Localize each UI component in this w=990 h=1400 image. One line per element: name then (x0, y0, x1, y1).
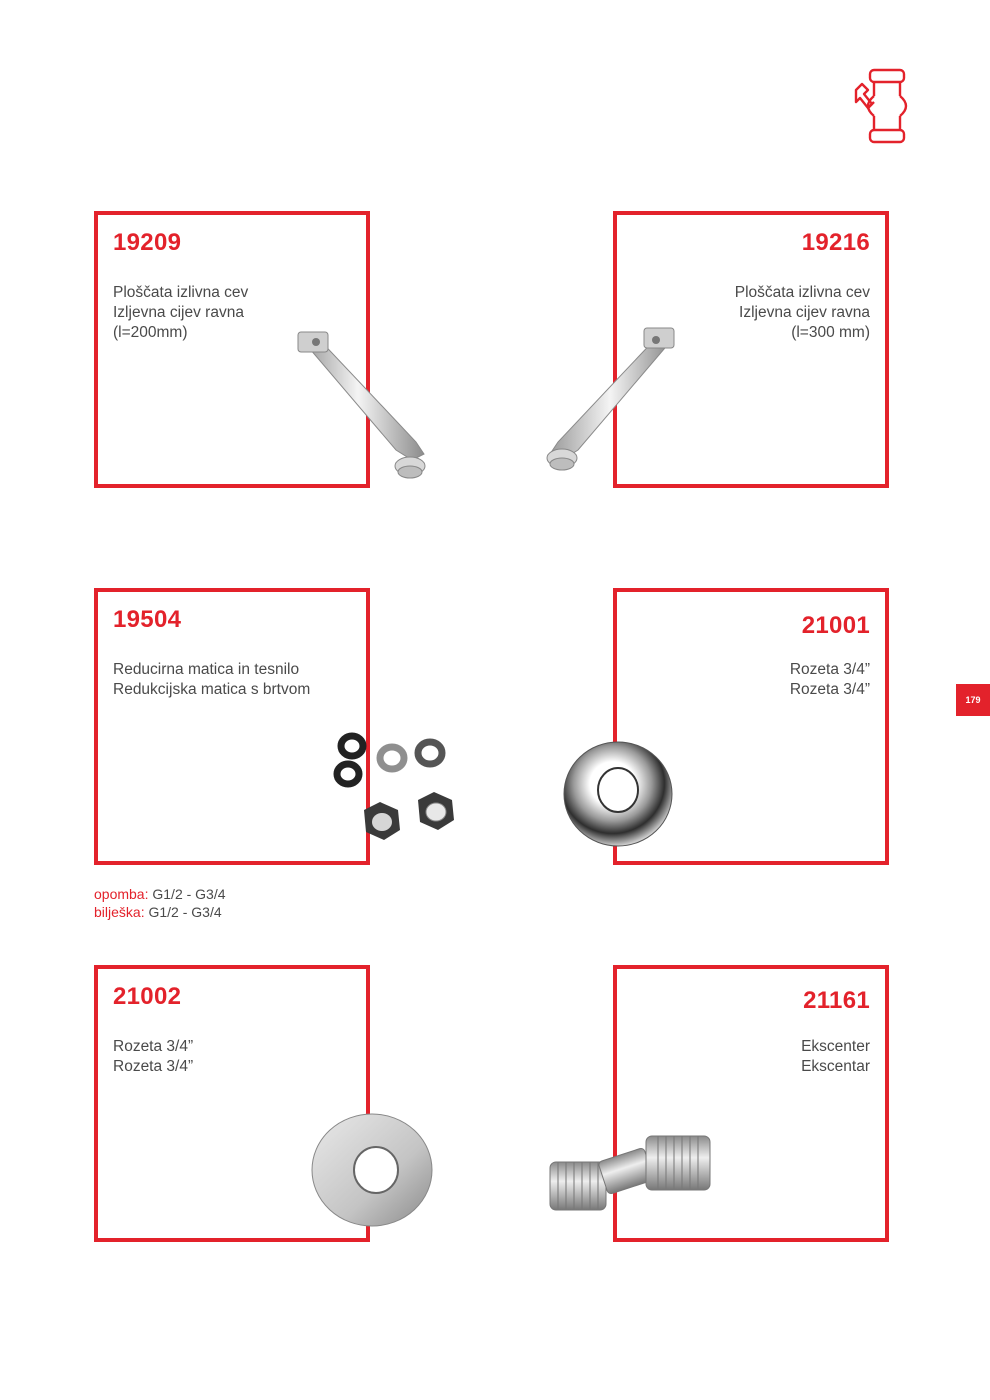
product-code: 19216 (801, 229, 870, 256)
description-line: Rozeta 3/4” (789, 681, 870, 698)
note-biljeska (94, 904, 222, 920)
reducing-nuts-image (330, 730, 470, 855)
description-line: Ploščata izlivna cev (734, 284, 870, 301)
product-code: 19504 (113, 606, 182, 633)
eccentric-fitting-image (546, 1126, 721, 1232)
spout-pipe-image (540, 322, 680, 482)
note-label: bilješka: (94, 904, 145, 920)
description-line: Izljevna cijev ravna (113, 304, 244, 321)
description-line: (l=200mm) (113, 324, 188, 341)
product-code: 21161 (803, 987, 870, 1014)
note-opomba (94, 886, 226, 902)
product-description (113, 660, 310, 700)
product-description (113, 1037, 193, 1077)
product-description (790, 660, 870, 700)
product-description (113, 283, 248, 343)
description-line: Ekscenter (801, 1038, 870, 1055)
description-line: Ploščata izlivna cev (113, 284, 249, 301)
description-line: Redukcijska matica s brtvom (113, 681, 311, 698)
product-card-19504 (94, 588, 370, 865)
note-label: opomba: (94, 886, 149, 902)
description-line: Ekscentar (801, 1058, 870, 1075)
note-value: G1/2 - G3/4 (148, 886, 226, 902)
product-code: 19209 (113, 229, 182, 256)
description-line: Rozeta 3/4” (113, 1038, 194, 1055)
description-line: Reducirna matica in tesnilo (113, 661, 300, 678)
product-description (735, 283, 870, 343)
page-number: 179 (956, 684, 990, 716)
rosette-image (558, 738, 676, 850)
description-line: Izljevna cijev ravna (739, 304, 870, 321)
description-line: (l=300 mm) (791, 324, 870, 341)
product-code: 21001 (801, 612, 870, 639)
description-line: Rozeta 3/4” (789, 661, 870, 678)
product-description (801, 1037, 870, 1077)
description-line: Rozeta 3/4” (113, 1058, 194, 1075)
product-code: 21002 (113, 983, 182, 1010)
spout-pipe-image (294, 322, 434, 482)
rosette-image (306, 1110, 436, 1228)
valve-icon (852, 66, 908, 146)
note-value: G1/2 - G3/4 (144, 904, 222, 920)
